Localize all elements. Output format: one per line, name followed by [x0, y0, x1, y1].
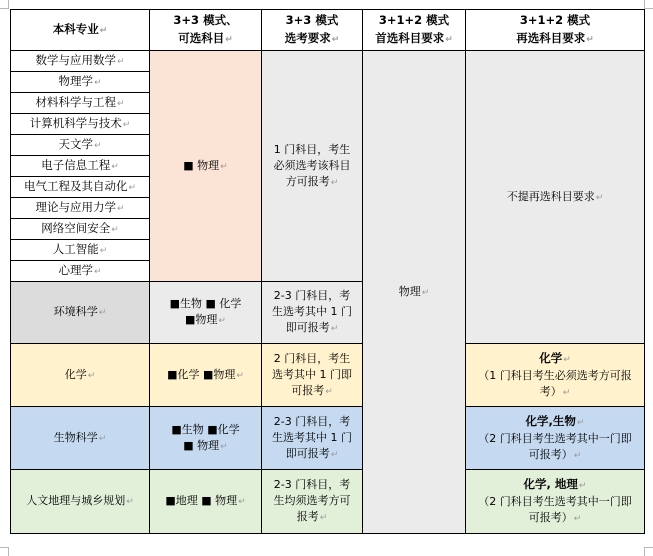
header-major: 本科专业↵	[11, 10, 150, 51]
major-cell: 物理学↵	[11, 72, 150, 93]
page-corner-mark	[644, 0, 653, 9]
major-cell: 理论与应用力学↵	[11, 198, 150, 219]
page-corner-mark	[0, 547, 9, 556]
optional-cell: ■生物 ■ 化学 ■物理↵	[150, 282, 262, 344]
major-cell: 化学↵	[11, 344, 150, 407]
major-cell: 人文地理与城乡规划↵	[11, 470, 150, 534]
header-312-first: 3+1+2 模式 首选科目要求↵	[363, 10, 466, 51]
header-row	[11, 10, 645, 51]
optional-cell: ■化学 ■物理↵	[150, 344, 262, 407]
major-cell: 电气工程及其自动化↵	[11, 177, 150, 198]
page-corner-mark	[0, 0, 9, 9]
major-cell: 网络空间安全↵	[11, 219, 150, 240]
major-cell: 环境科学↵	[11, 282, 150, 344]
optional-physics-cell: ■ 物理↵	[150, 51, 262, 282]
requirement-cell: 2-3 门科目，考 生选考其中 1 门 即可报考↵	[262, 407, 363, 470]
reselect-cell: 化学,生物↵ （2 门科目考生选考其中一门即 可报考）↵	[466, 407, 645, 470]
major-cell: 计算机科学与技术↵	[11, 114, 150, 135]
major-cell: 人工智能↵	[11, 240, 150, 261]
first-choice-cell: 物理↵	[363, 51, 466, 534]
requirement-cell: 1 门科目，考生 必须选考该科目 方可报考↵	[262, 51, 363, 282]
reselect-cell: 化学↵ （1 门科目考生必须选考方可报 考）↵	[466, 344, 645, 407]
major-cell: 材料科学与工程↵	[11, 93, 150, 114]
optional-cell: ■地理 ■ 物理↵	[150, 470, 262, 534]
header-33-requirement: 3+3 模式 选考要求↵	[262, 10, 363, 51]
header-312-reselect: 3+1+2 模式 再选科目要求↵	[466, 10, 645, 51]
requirement-cell: 2 门科目，考生 选考其中 1 门即 可报考↵	[262, 344, 363, 407]
major-cell: 心理学↵	[11, 261, 150, 282]
header-33-optional: 3+3 模式、 可选科目↵	[150, 10, 262, 51]
major-cell: 天文学↵	[11, 135, 150, 156]
requirement-cell: 2-3 门科目，考 生均须选考方可 报考↵	[262, 470, 363, 534]
reselect-cell: 化学, 地理↵ （2 门科目考生选考其中一门即 可报考）↵	[466, 470, 645, 534]
page-corner-mark	[644, 547, 653, 556]
major-cell: 生物科学↵	[11, 407, 150, 470]
reselect-none-cell: 不提再选科目要求↵	[466, 51, 645, 344]
subject-requirements-table	[10, 9, 645, 534]
optional-cell: ■生物 ■化学 ■ 物理↵	[150, 407, 262, 470]
major-cell: 电子信息工程↵	[11, 156, 150, 177]
major-cell: 数学与应用数学↵	[11, 51, 150, 72]
requirement-cell: 2-3 门科目，考 生选考其中 1 门 即可报考↵	[262, 282, 363, 344]
